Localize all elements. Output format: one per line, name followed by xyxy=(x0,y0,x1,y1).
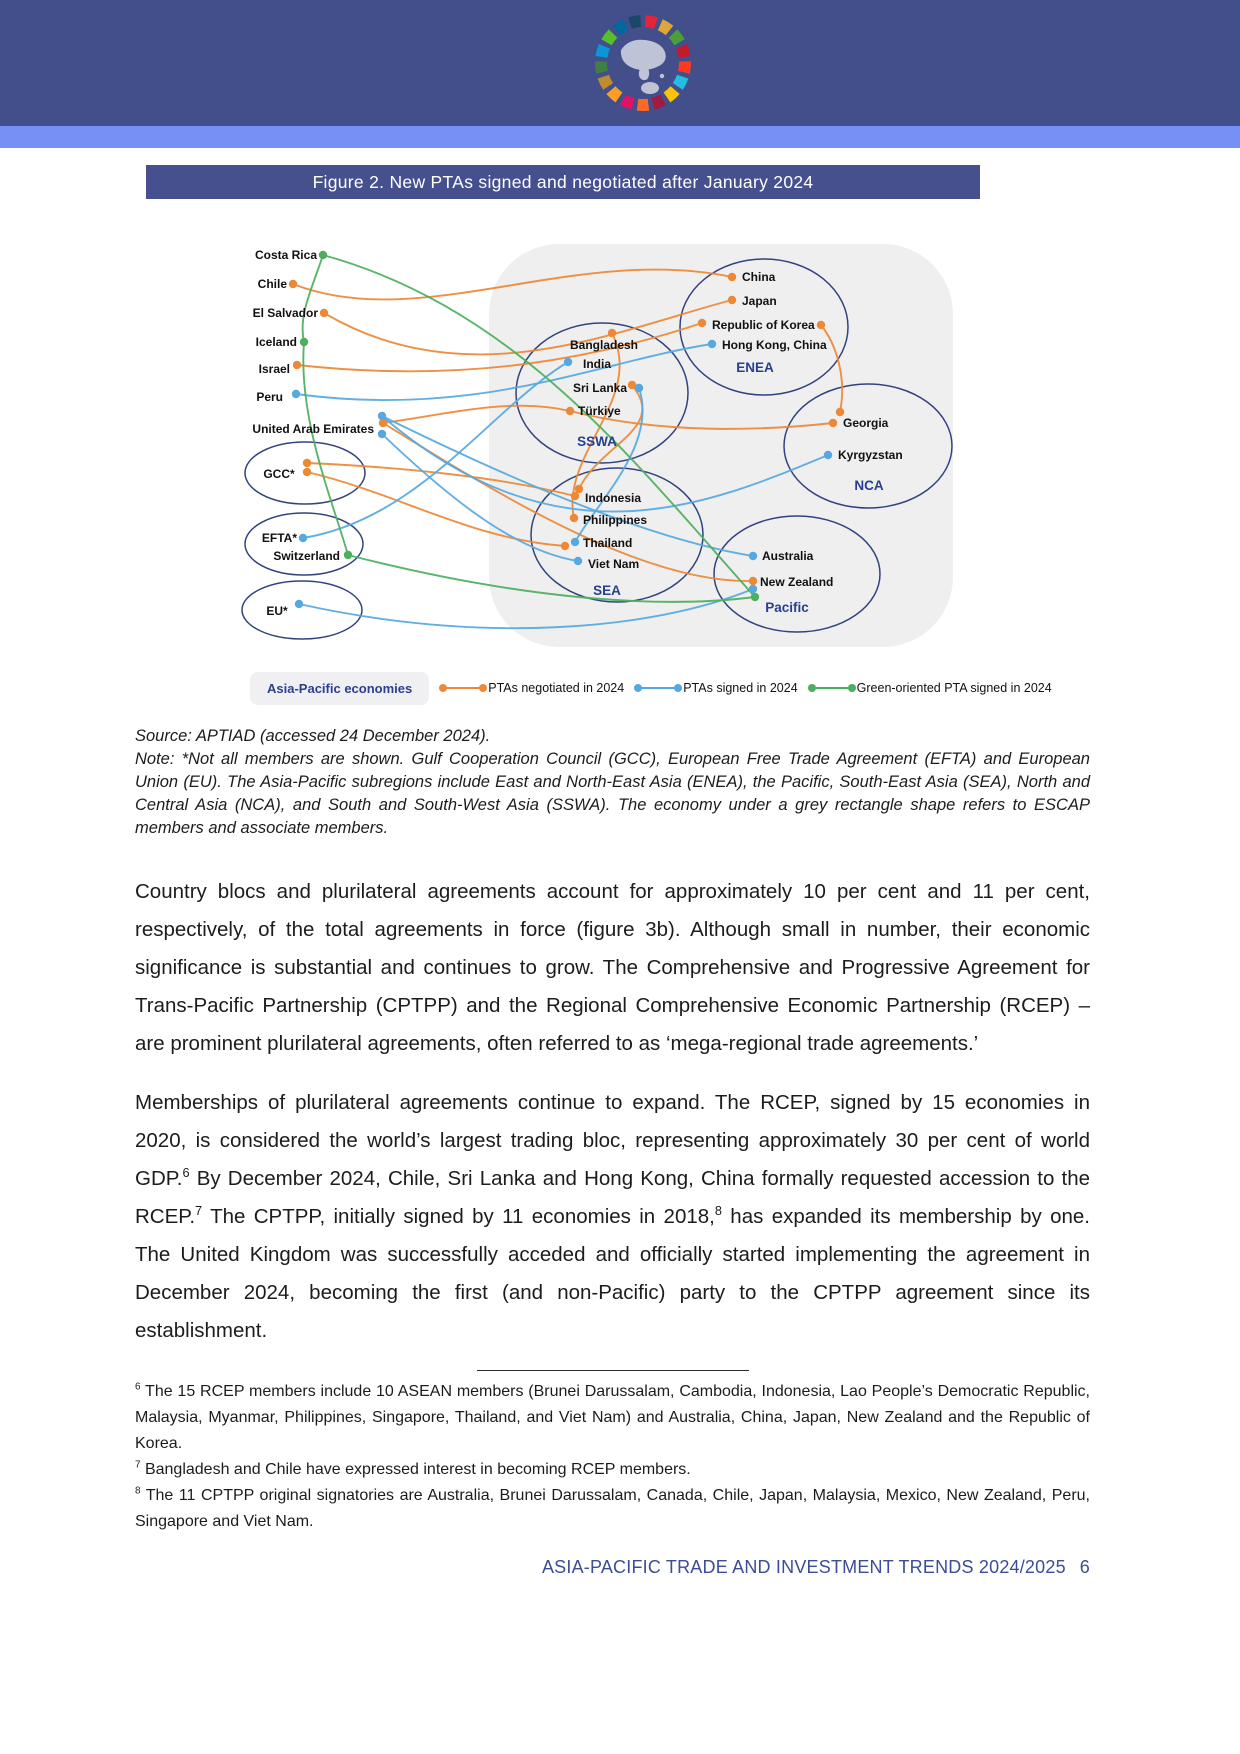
economy-dot-orange xyxy=(608,329,616,337)
sdg-ring-segment xyxy=(660,25,669,31)
legend-asia-pacific-box: Asia-Pacific economies xyxy=(250,672,429,705)
economy-dot-blue xyxy=(824,451,832,459)
economy-dot-orange xyxy=(570,514,578,522)
sdg-ring-segment xyxy=(673,34,680,43)
footnote-marker: 6 xyxy=(135,1381,141,1393)
pta-edge-green xyxy=(303,255,323,342)
footer-title: ASIA-PACIFIC TRADE AND INVESTMENT TRENDS 2024/2025 xyxy=(541,1557,1066,1577)
footnote-divider xyxy=(477,1370,749,1371)
body-paragraph-1: Country blocs and plurilateral agreements account for approximately 10 per cent and 11 per cent, respectively, of the total agreements in force (figure 3b). Although small in number, their economic significance is substantial and continues to grow. The Comprehensive and Progressive Agreement for Trans-Pacific Partnership (CPTPP) and the Regional Comprehensive Economic Partnership (RCEP) – are prominent plurilateral agreements, often referred to as ‘mega-regional trade agreements.’ xyxy=(135,880,1090,1055)
body-paragraph-2: Memberships of plurilateral agreements continue to expand. The RCEP, signed by 15 economies in 2020, is considered the world’s largest trading bloc, representing approximately 30 per cent of world GDP.$^6$ By December 2024, Chile, Sri Lanka and Hong Kong, China formally requested accession to the RCEP.$^7$ The CPTPP, initially signed by 11 economies in 2018,$^8$ has expanded its membership by one. The United Kingdom was successfully acceded and officially started implementing the agreement in December 2024, becoming the first (and non-Pacific) party to the CPTPP agreement since its establishment. xyxy=(135,1090,1090,1342)
economy-dot-blue xyxy=(564,358,572,366)
economy-label: EFTA* xyxy=(261,531,297,545)
header-stripe xyxy=(0,126,1240,148)
figure-title-bar xyxy=(146,165,980,199)
economy-label: GCC* xyxy=(263,467,295,481)
escap-members-backdrop xyxy=(489,244,953,647)
economy-dot-orange xyxy=(571,492,579,500)
legend-item-label: Green-oriented PTA signed in 2024 xyxy=(856,681,1052,695)
footnote-reference: 8 xyxy=(714,1202,722,1218)
economy-dot-orange xyxy=(303,459,311,467)
footnotes xyxy=(135,1379,1090,1535)
subregion-label: SEA xyxy=(593,583,621,598)
sdg-ring-segment xyxy=(645,21,656,23)
legend-item xyxy=(638,681,797,695)
sdg-ring-segment xyxy=(623,100,633,104)
economy-dot-orange xyxy=(728,296,736,304)
page-number: 6 xyxy=(1079,1557,1090,1577)
sdg-ring-segment xyxy=(684,61,685,72)
sdg-ring-segment xyxy=(653,100,663,104)
page-footer xyxy=(135,1557,1090,1578)
figure-caption xyxy=(135,725,1090,840)
economy-dot-blue xyxy=(749,585,757,593)
economy-dot-orange xyxy=(817,321,825,329)
figure-title: Figure 2. New PTAs signed and negotiated after January 2024 xyxy=(312,172,814,192)
economy-label: Australia xyxy=(762,549,814,563)
economy-label: India xyxy=(583,357,612,371)
footnote-reference: 6 xyxy=(182,1164,190,1180)
footnote-marker: 8 xyxy=(135,1485,141,1497)
legend-line-swatch xyxy=(638,687,678,689)
economy-dot-orange xyxy=(749,577,757,585)
economy-label: Philippines xyxy=(583,513,648,527)
sdg-ring-segment xyxy=(606,34,613,43)
sdg-ring-segment xyxy=(616,25,625,31)
economy-label: Israel xyxy=(258,362,290,376)
economy-label: Hong Kong, China xyxy=(722,338,827,352)
legend-item xyxy=(812,681,1052,695)
sdg-ring-segment xyxy=(678,77,683,87)
economy-label: Peru xyxy=(256,390,283,404)
sdg-ring-segment xyxy=(601,46,604,56)
footnote-reference: 7 xyxy=(195,1202,203,1218)
economy-label: Republic of Korea xyxy=(712,318,815,332)
subregion-label: ENEA xyxy=(736,360,774,375)
economy-dot-blue xyxy=(749,552,757,560)
legend-item-label: PTAs negotiated in 2024 xyxy=(488,681,625,695)
economy-dot-orange xyxy=(836,408,844,416)
economy-label: Bangladesh xyxy=(569,338,639,352)
legend-items xyxy=(443,681,1051,695)
economy-label: EU* xyxy=(266,604,288,618)
economy-dot-blue xyxy=(378,430,386,438)
economy-dot-orange xyxy=(320,309,328,317)
economy-dot-green xyxy=(751,593,759,601)
footnote-marker: 7 xyxy=(135,1459,141,1471)
subregion-label: NCA xyxy=(854,478,884,493)
economy-dot-orange xyxy=(698,319,706,327)
economy-dot-blue xyxy=(292,390,300,398)
footnote-6: $^6$ The 15 RCEP members include 10 ASEAN members (Brunei Darussalam, Cambodia, Indonesia, Lao People’s Democratic Republic, Malaysia, Myanmar, Philippines, Singapore, Thailand, and Viet Nam) and Australia, China, Japan, New Zealand and the Republic of Korea. xyxy=(135,1381,1090,1452)
subregion-label: SSWA xyxy=(577,434,617,449)
economy-dot-orange xyxy=(728,273,736,281)
economy-dot-orange xyxy=(293,361,301,369)
pta-network-diagram xyxy=(0,199,1240,667)
asia-pacific-map xyxy=(621,40,666,94)
economy-label: Costa Rica xyxy=(254,248,317,262)
economy-label: Kyrgyzstan xyxy=(838,448,903,462)
diagram-legend xyxy=(250,669,1240,707)
figure-note: Note: *Not all members are shown. Gulf Cooperation Council (GCC), European Free Trade Agreement (EFTA) and European Union (EU). The Asia-Pacific subregions include East and North-East Asia (ENEA), the Pacific, South-East Asia (SEA), North and Central Asia (NCA), and South and South-West Asia (SSWA). The economy under a grey rectangle shape refers to ESCAP members and associate members. xyxy=(135,750,1090,837)
figure-source: Source: APTIAD (accessed 24 December 2024). xyxy=(135,727,491,745)
economy-label: United Arab Emirates xyxy=(252,422,374,436)
economy-dot-green xyxy=(344,551,352,559)
economy-label: China xyxy=(742,270,776,284)
economy-dot-blue xyxy=(378,412,386,420)
economy-dot-blue xyxy=(574,557,582,565)
economy-label: Indonesia xyxy=(585,491,642,505)
sdg-ring-segment xyxy=(611,90,619,97)
economy-dot-orange xyxy=(566,407,574,415)
economy-label: Türkiye xyxy=(578,404,621,418)
page-content xyxy=(135,725,1090,1535)
economy-dot-blue xyxy=(571,538,579,546)
economy-label: Chile xyxy=(257,277,287,291)
economy-label: El Salvador xyxy=(252,306,318,320)
legend-line-swatch xyxy=(443,687,483,689)
region-ellipse-eu xyxy=(242,581,362,639)
economy-dot-orange xyxy=(289,280,297,288)
economy-dot-orange xyxy=(561,542,569,550)
sdg-ring-segment xyxy=(630,21,641,23)
asia-pacific-sdg-wheel-logo xyxy=(588,8,698,118)
economy-dot-blue xyxy=(635,384,643,392)
sdg-ring-segment xyxy=(667,90,675,97)
economy-dot-blue xyxy=(299,534,307,542)
economy-label: Viet Nam xyxy=(588,557,640,571)
economy-dot-green xyxy=(300,338,308,346)
economy-dot-orange xyxy=(829,419,837,427)
header-band xyxy=(0,0,1240,126)
economy-dot-green xyxy=(319,251,327,259)
subregion-label: Pacific xyxy=(765,600,809,615)
footnote-8: $^8$ The 11 CPTPP original signatories are Australia, Brunei Darussalam, Canada, Chile, Japan, Malaysia, Mexico, New Zealand, Peru, Singapore and Viet Nam. xyxy=(135,1485,1090,1530)
footnote-7: $^7$ Bangladesh and Chile have expressed interest in becoming RCEP members. xyxy=(135,1459,691,1478)
sdg-ring-segment xyxy=(682,46,685,56)
economy-dot-blue xyxy=(295,600,303,608)
economy-label: Iceland xyxy=(255,335,297,349)
economy-label: Japan xyxy=(742,294,777,308)
economy-dot-orange xyxy=(303,468,311,476)
economy-dot-blue xyxy=(708,340,716,348)
sdg-ring-segment xyxy=(603,77,608,87)
economy-label: Thailand xyxy=(583,536,633,550)
economy-label: Sri Lanka xyxy=(572,381,627,395)
economy-label: Georgia xyxy=(843,416,889,430)
legend-line-swatch xyxy=(812,687,852,689)
legend-item xyxy=(443,681,624,695)
economy-label: New Zealand xyxy=(760,575,834,589)
legend-item-label: PTAs signed in 2024 xyxy=(683,681,798,695)
sdg-ring-segment xyxy=(601,61,602,72)
economy-label: Switzerland xyxy=(273,549,340,563)
